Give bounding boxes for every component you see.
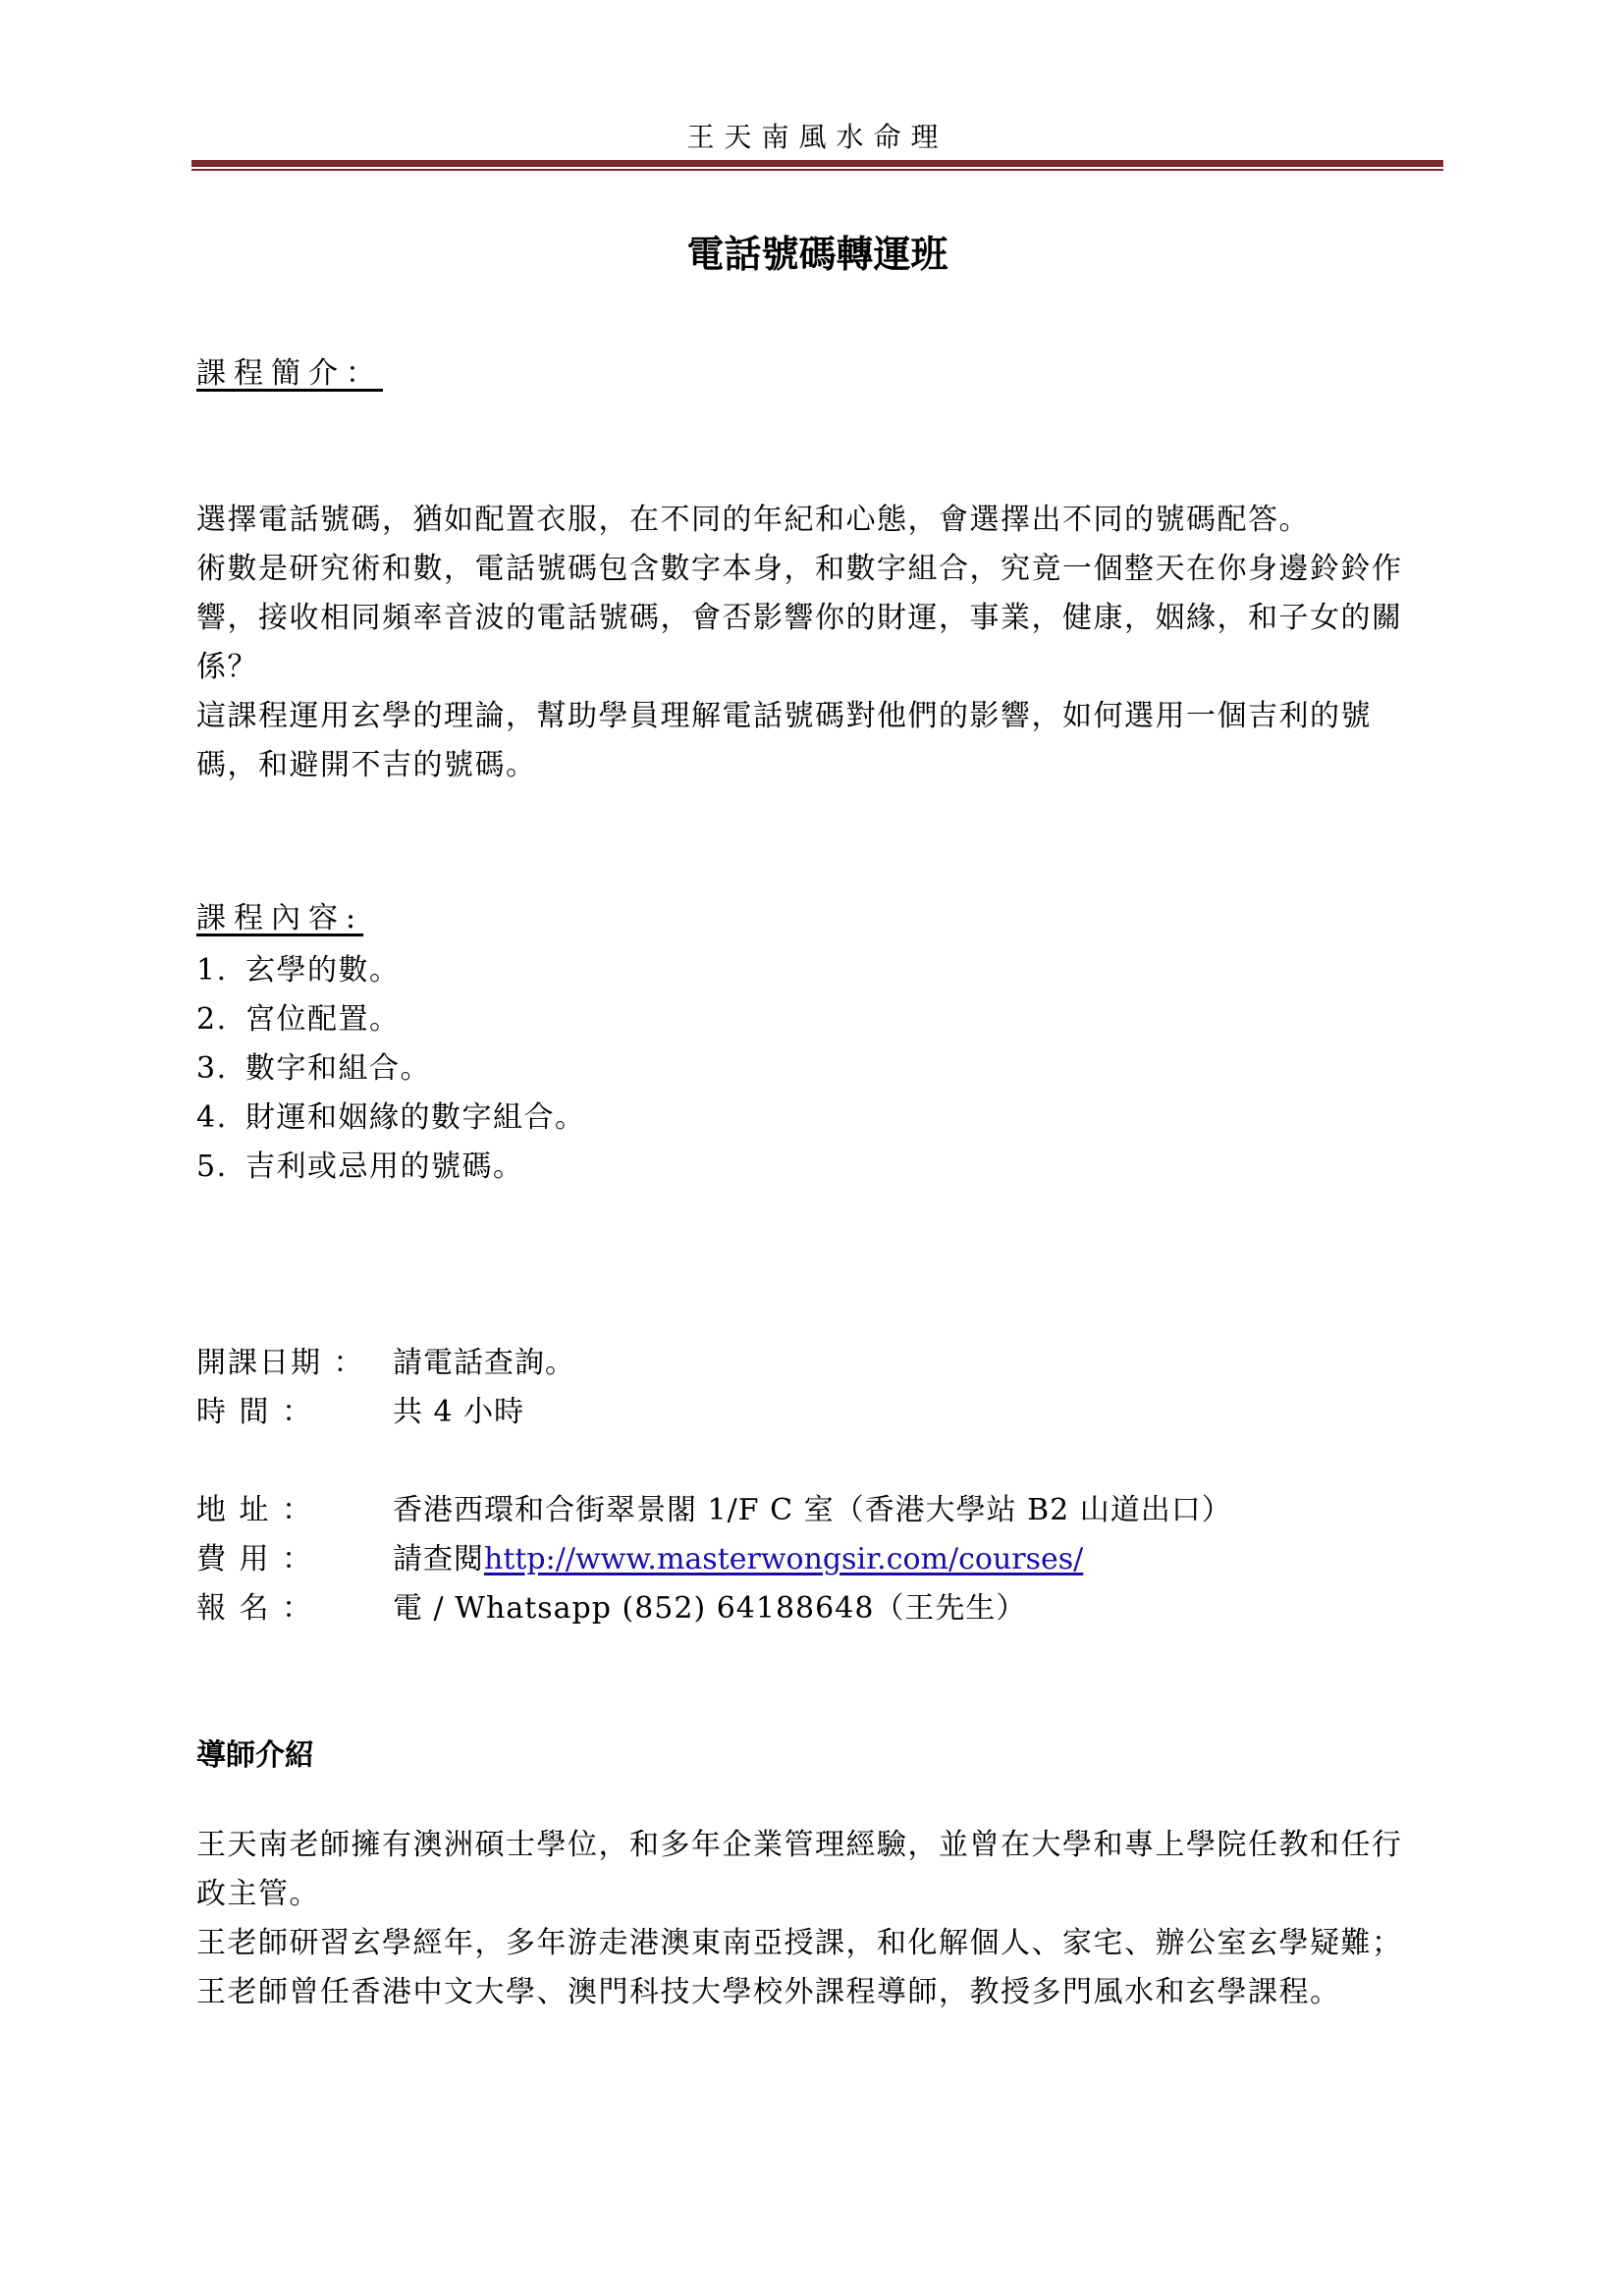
courses-link[interactable]: http://www.masterwongsir.com/courses/: [484, 1542, 1084, 1576]
info-value: 請電話查詢。: [393, 1346, 575, 1380]
tutor-paragraph-2: 王老師研習玄學經年，多年游走港澳東南亞授課，和化解個人、家宅、辦公室玄學疑難；王老師曾任香港中文大學、澳門科技大學校外課程導師，教授多門風水和玄學課程。: [196, 1926, 1403, 2009]
info-start-date: [196, 1338, 575, 1381]
content-heading: 課程內容:: [196, 901, 364, 935]
info-label: 地 址 ：: [196, 1493, 314, 1527]
intro-paragraph-1: 選擇電話號碼，猶如配置衣服，在不同的年紀和心態，會選擇出不同的號碼配答。: [196, 503, 1310, 537]
info-label: 開課日期 ：: [196, 1346, 365, 1380]
info-label: 費 用 ：: [196, 1542, 314, 1576]
document-title: 電話號碼轉運班: [686, 232, 948, 276]
info-value: 共 4 小時: [393, 1395, 525, 1429]
intro-paragraph-3: 這課程運用玄學的理論，幫助學員理解電話號碼對他們的影響，如何選用一個吉利的號碼，和避開不吉的號碼。: [196, 699, 1372, 782]
info-address: [196, 1485, 1232, 1528]
list-item-text: 數字和組合。: [245, 1051, 431, 1086]
info-label: 報 名 ：: [196, 1591, 314, 1626]
intro-paragraph-2: 術數是研究術和數，電話號碼包含數字本身，和數字組合，究竟一個整天在你身邊鈴鈴作響，接收相同頻率音波的電話號碼，會否影響你的財運，事業，健康，姻緣，和子女的關係？: [196, 552, 1403, 684]
list-item-number: 1.: [196, 953, 228, 988]
list-item-text: 財運和姻緣的數字組合。: [245, 1100, 586, 1135]
list-item: [196, 1142, 524, 1185]
header-rule-thin: [191, 169, 1443, 171]
info-label: 時 間 ：: [196, 1395, 314, 1429]
info-fee-prefix: 請查閱: [393, 1542, 484, 1576]
list-item-text: 宮位配置。: [245, 1002, 401, 1037]
list-item: [196, 1093, 586, 1136]
list-item-number: 3.: [196, 1051, 228, 1086]
info-register: [196, 1583, 1026, 1627]
list-item-number: 2.: [196, 1002, 228, 1037]
page-header: 王天南風水命理: [686, 121, 948, 153]
list-item-number: 5.: [196, 1149, 228, 1184]
info-time: [196, 1387, 524, 1430]
list-item: [196, 1043, 431, 1087]
list-item-number: 4.: [196, 1100, 228, 1135]
info-value: 電 / Whatsapp (852) 64188648（王先生）: [393, 1591, 1027, 1626]
header-rule: [191, 160, 1443, 167]
tutor-paragraph-1: 王天南老師擁有澳洲碩士學位，和多年企業管理經驗，並曾在大學和專上學院任教和任行政主管。: [196, 1828, 1403, 1911]
intro-heading: 課程簡介：: [196, 356, 383, 391]
tutor-heading: 導師介紹: [196, 1738, 314, 1773]
info-value: 香港西環和合街翠景閣 1/F C 室（香港大學站 B2 山道出口）: [393, 1493, 1232, 1527]
info-fee: [196, 1534, 1083, 1577]
list-item: [196, 994, 401, 1038]
list-item: [196, 945, 401, 988]
list-item-text: 玄學的數。: [245, 953, 401, 988]
list-item-text: 吉利或忌用的號碼。: [245, 1149, 524, 1184]
